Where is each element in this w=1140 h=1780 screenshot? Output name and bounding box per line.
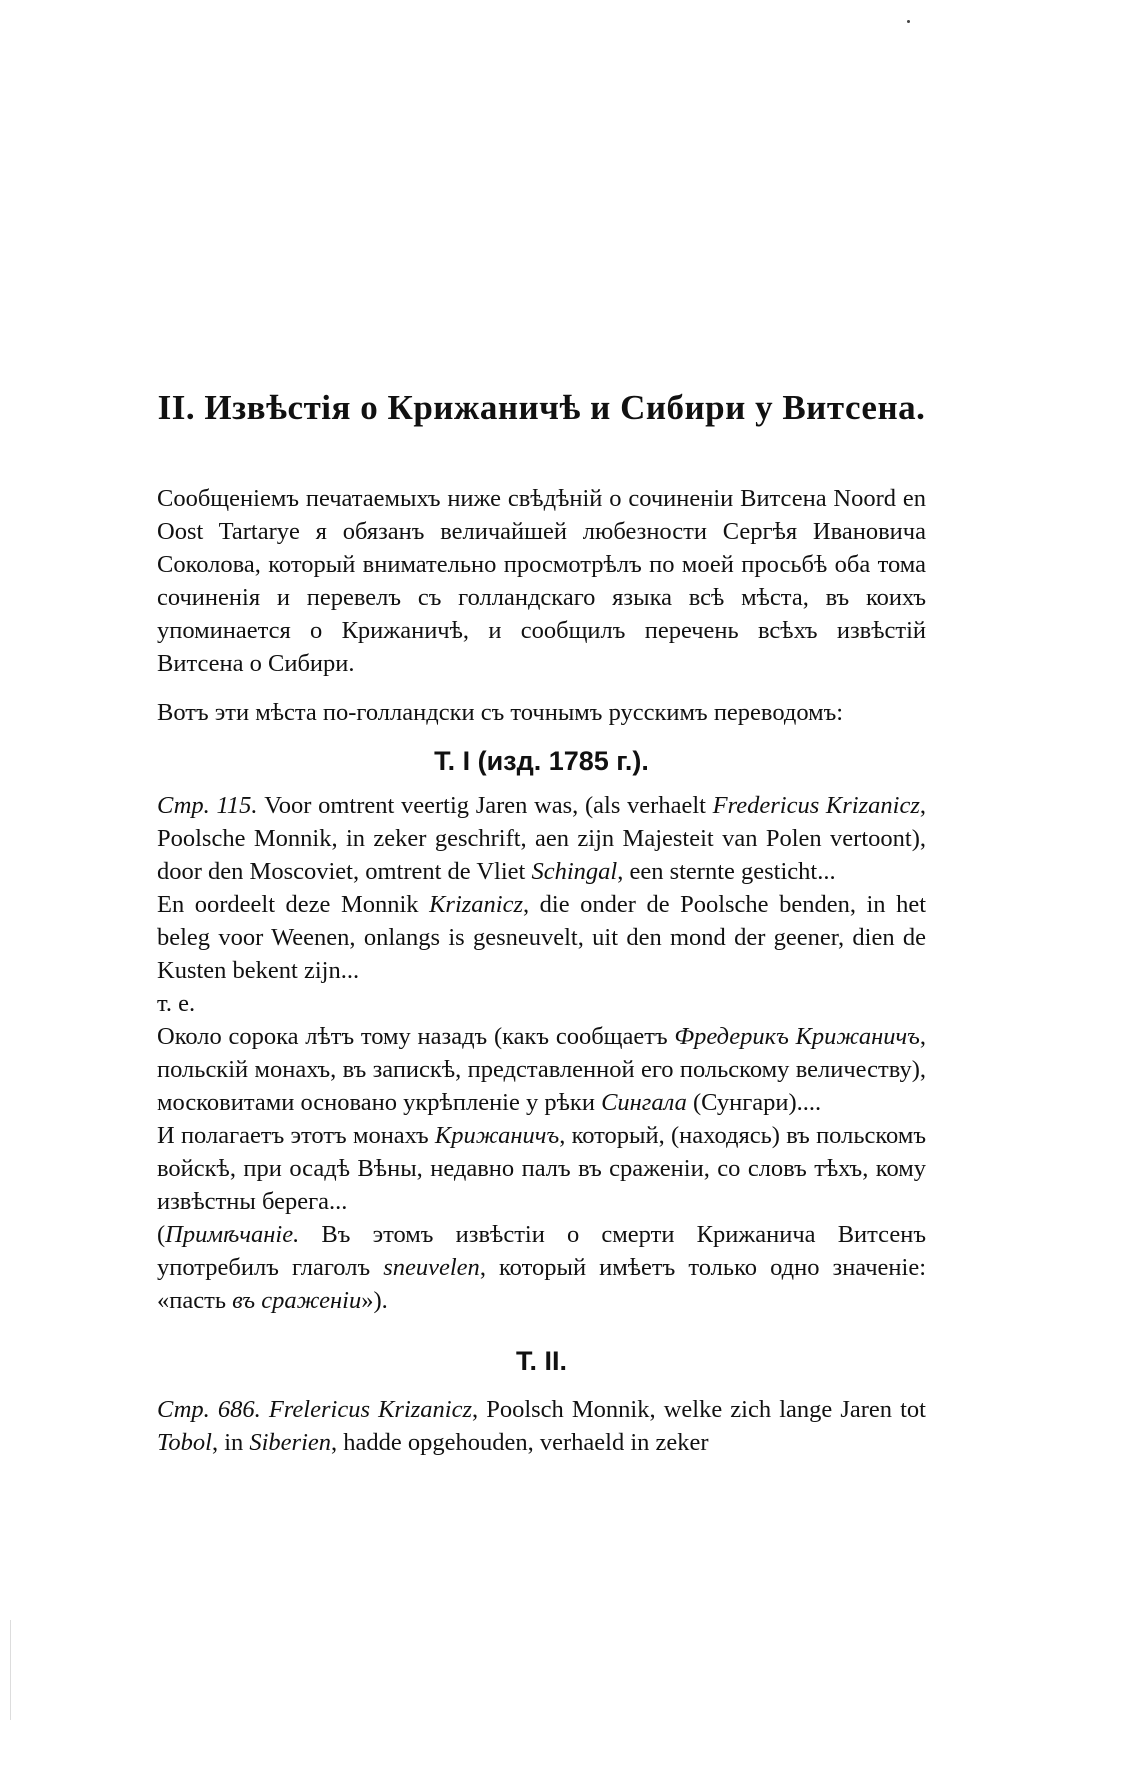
volume-2-heading: Т. II. (516, 1346, 567, 1376)
page-ref-115: Стр. 115. (157, 792, 258, 819)
quote-3: Стр. 686. Frelericus Krizanicz, Poolsch Monnik, welke zich lange Jaren tot Tobol, in Siberien, hadde opgehouden, verhaeld in zeker (157, 1396, 926, 1456)
volume-1-heading: Т. I (изд. 1785 г.). (434, 746, 649, 776)
text-block (157, 362, 926, 1459)
scan-edge-line (10, 1620, 11, 1720)
lead-paragraph: Вотъ эти мѣста по-голландски съ точнымъ русскимъ переводомъ: (157, 699, 844, 726)
translation-1: Около сорока лѣтъ тому назадъ (какъ сообщаетъ Фредерикъ Крижаничъ, польскій монахъ, въ запискѣ, представленной его польскому величеству), московитами основано укрѣпленіе у рѣки Сингала (Сунгари).... (157, 1023, 927, 1116)
te-label: т. е. (157, 990, 196, 1017)
quote-1: Стр. 115. Voor omtrent veertig Jaren was, (als verhaelt Fredericus Krizanicz, Poolsche Monnik, in zeker geschrift, aen zijn Majesteit van Polen vertoont), door den Moscoviet, omtrent de Vliet Schingal, een sternte gesticht... (157, 792, 926, 885)
section-heading: II. Извѣстія о Крижаничѣ и Сибири у Витсена. (157, 388, 926, 427)
page-ref-686: Стр. 686. (157, 1396, 261, 1423)
intro-paragraph: Сообщеніемъ печатаемыхъ ниже свѣдѣній о сочиненіи Витсена Noord en Oost Tartarye я обязанъ величайшей любезности Сергѣя Ивановича Соколова, который внимательно просмотрѣлъ по моей просьбѣ оба тома сочиненія и перевелъ съ голландскаго языка всѣ мѣста, въ коихъ упоминается о Крижаничѣ, и сообщилъ перечень всѣхъ извѣстій Витсена о Сибири. (157, 485, 926, 677)
translator-note: (Примѣчаніе. Въ этомъ извѣстіи о смерти Крижанича Витсенъ употребилъ глаголъ sneuvelen, который имѣетъ только одно значеніе: «пасть въ сраженіи»). (157, 1221, 926, 1314)
quote-2: En oordeelt deze Monnik Krizanicz, die onder de Poolsche benden, in het beleg voor Weenen, onlangs is gesneuvelt, uit den mond der geener, dien de Kusten bekent zijn... (157, 891, 927, 984)
translation-2: И полагаетъ этотъ монахъ Крижаничъ, который, (находясь) въ польскомъ войскѣ, при осадѣ Вѣны, недавно палъ въ сраженіи, со словъ тѣхъ, кому извѣстны берега... (157, 1122, 926, 1215)
margin-dot (907, 20, 910, 23)
